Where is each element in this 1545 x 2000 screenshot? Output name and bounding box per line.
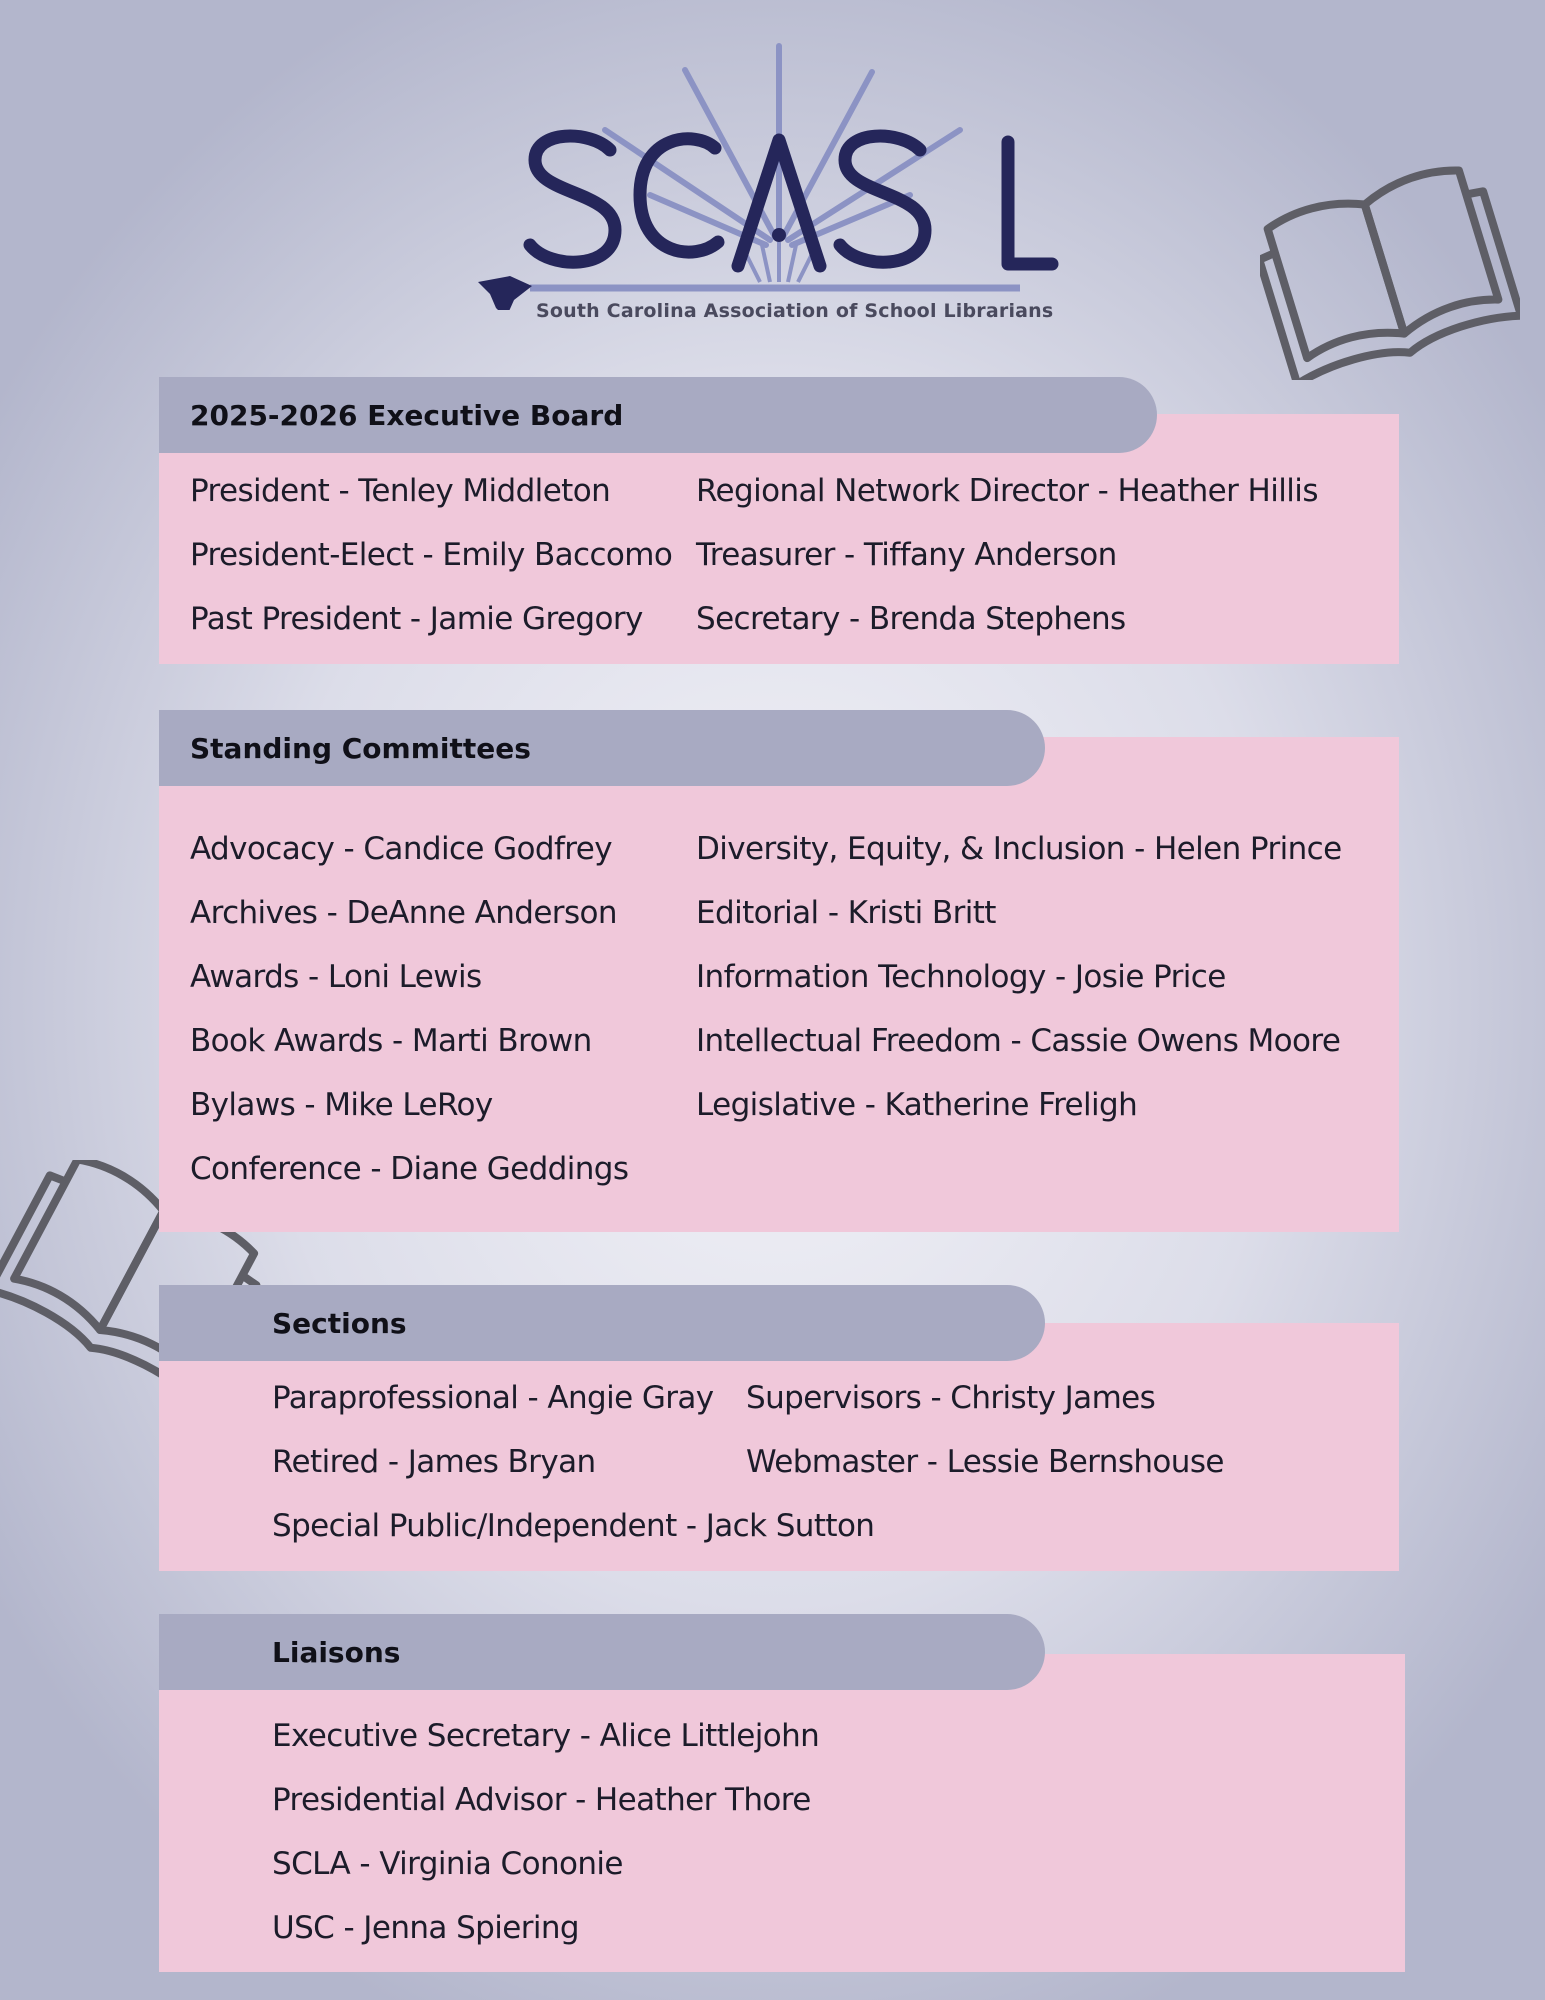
list-item: USC - Jenna Spiering <box>272 1910 579 1946</box>
list-item: Regional Network Director - Heather Hillis <box>696 473 1318 509</box>
list-item: Editorial - Kristi Britt <box>696 895 996 931</box>
sections-right-column <box>746 1366 1224 1494</box>
list-item: Presidential Advisor - Heather Thore <box>272 1782 811 1818</box>
list-item: Paraprofessional - Angie Gray <box>272 1380 714 1416</box>
logo-letter-s1 <box>530 136 615 262</box>
list-item: Archives - DeAnne Anderson <box>190 895 617 931</box>
list-item: President-Elect - Emily Baccomo <box>190 537 673 573</box>
list-item: Advocacy - Candice Godfrey <box>190 831 612 867</box>
liaisons-header: Liaisons <box>159 1614 1045 1690</box>
list-item: SCLA - Virginia Cononie <box>272 1846 623 1882</box>
executive-board-right-column <box>696 459 1318 651</box>
logo-graphic <box>470 30 1070 310</box>
logo-sunrise <box>745 242 813 282</box>
list-item: Executive Secretary - Alice Littlejohn <box>272 1718 820 1754</box>
standing-committees-right-column <box>696 817 1342 1137</box>
standing-committees-left-column <box>190 817 628 1201</box>
list-item: Diversity, Equity, & Inclusion - Helen Prince <box>696 831 1342 867</box>
open-book-icon <box>1260 160 1520 380</box>
list-item: Awards - Loni Lewis <box>190 959 482 995</box>
executive-board-left-column <box>190 459 672 651</box>
logo-subtitle: South Carolina Association of School Librarians <box>536 300 1054 322</box>
list-item: Information Technology - Josie Price <box>696 959 1226 995</box>
list-item: Conference - Diane Geddings <box>190 1151 629 1187</box>
list-item: Secretary - Brenda Stephens <box>696 601 1126 637</box>
list-item: Treasurer - Tiffany Anderson <box>696 537 1117 573</box>
executive-board-header: 2025-2026 Executive Board <box>159 377 1157 453</box>
list-item: Webmaster - Lessie Bernshouse <box>746 1444 1224 1480</box>
list-item: Special Public/Independent - Jack Sutton <box>272 1508 875 1544</box>
list-item: Bylaws - Mike LeRoy <box>190 1087 493 1123</box>
logo-letter-l <box>1008 142 1052 264</box>
standing-committees-header: Standing Committees <box>159 710 1045 786</box>
south-carolina-map-icon <box>478 276 532 310</box>
list-item: Book Awards - Marti Brown <box>190 1023 592 1059</box>
list-item: Retired - James Bryan <box>272 1444 596 1480</box>
list-item: President - Tenley Middleton <box>190 473 611 509</box>
sections-header: Sections <box>159 1285 1045 1361</box>
scasl-logo <box>470 30 1070 340</box>
list-item: Supervisors - Christy James <box>746 1380 1156 1416</box>
list-item: Intellectual Freedom - Cassie Owens Moore <box>696 1023 1341 1059</box>
list-item: Past President - Jamie Gregory <box>190 601 643 637</box>
logo-dot <box>772 228 786 242</box>
liaisons-column <box>272 1704 819 1960</box>
list-item: Legislative - Katherine Freligh <box>696 1087 1138 1123</box>
